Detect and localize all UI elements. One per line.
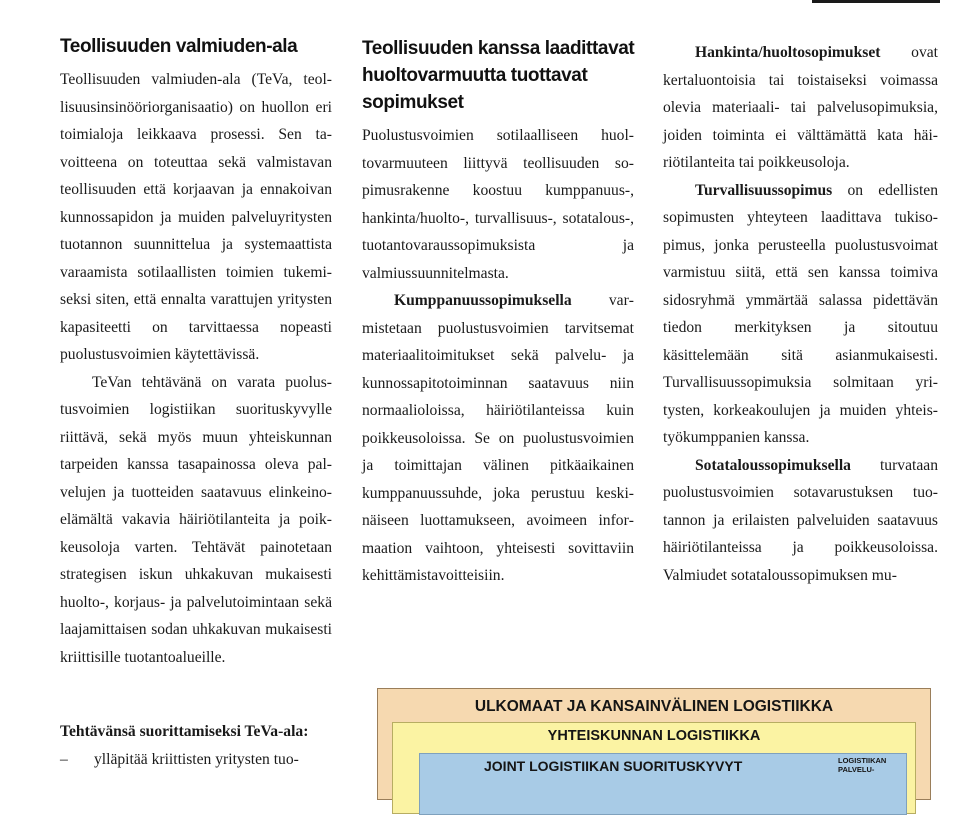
diagram-middle-box xyxy=(392,722,916,814)
heading-teollisuuden-valmiuden-ala: Teollisuuden valmiuden-ala xyxy=(60,36,298,57)
col1-paragraph-1: Teollisuuden valmiuden-ala (TeVa, teollisuusinsinööriorganisaatio) on huollon eri toimialoja leikkaava prosessi. Sen tavoitteena on toteuttaa sekä valmistavan teollisuuden että korjaavan ja ennakoivan kunnossapidon ja muiden palveluyritysten tuotannon suunnittelua ja systemaattista varaamista sotilaallisten toimien tukemiseksi siten, että ennalta varattujen yritysten kapasiteetti on tarvittaessa nopeasti puolustusvoimien käytettävissä. xyxy=(60,71,332,363)
term-hankinta-huoltosopimukset: Hankinta/huoltosopimukset xyxy=(695,44,881,61)
heading-sopimukset: Teollisuuden kanssa laadittavat huoltovarmuutta tuottavat sopimukset xyxy=(362,38,635,113)
col1-list xyxy=(60,746,340,774)
term-sotataloussopimus: Sotataloussopimuksella xyxy=(695,456,851,474)
diagram-inner-label: JOINT LOGISTIIKAN SUORITUSKYVYT xyxy=(484,758,743,774)
col2-paragraph-2 xyxy=(362,287,634,590)
col2-paragraph-2-text: varmistetaan puolustusvoimien tarvitsemat materiaalitoimitukset sekä palvelu- ja kunnossapitotoiminnan saatavuus niin normaalioloissa, häiriötilanteissa kuin poikkeusoloissa. Se on puolustusvoimien ja toimittajan välinen pitkäaikainen kumppanuussuhde, joka perustuu keskinäiseen luottamukseen, avoimeen informaation vaihtoon, yhteisesti sovittaviin kehittämistavoitteisiin. xyxy=(362,292,634,584)
col3-paragraph-3 xyxy=(663,452,938,590)
list-item-1: ylläpitää kriittisten yritysten tuo- xyxy=(94,751,299,768)
col3-paragraph-2-text: on edellisten sopimusten yhteyteen laadittava tukisopimus, jonka perusteella puolustusvoimat varmistuu siitä, että sen kanssa toimiva sidosryhmä ymmärtää salassa pidettävän tiedon merkityksen ja sitoutuu käsittelemään sitä asianmukaisesti. Turvallisuussopimuksia solmitaan yritysten, korkeakoulujen ja muiden yhteistyökumppanien kanssa. xyxy=(663,181,938,446)
col3-paragraph-2 xyxy=(663,177,938,452)
col3-paragraph-1 xyxy=(663,39,938,177)
term-kumppanuussopimus: Kumppanuussopimuksella xyxy=(394,292,572,309)
diagram-inner-side-label: LOGISTIIKAN PALVELU- xyxy=(838,756,887,774)
col3-paragraph-3-text: turvataan puolustusvoimien sotavarustuksen tuotannon ja erilaisten palveluiden saatavuus häiriötilanteissa ja poikkeusoloissa. Valmiudet sotataloussopimuksen mu- xyxy=(663,456,938,584)
col1-paragraph-2: TeVan tehtävänä on varata puolustusvoimien logistiikan suorituskyvylle riittävä, sekä myös muun yhteiskunnan tarpeiden kanssa tasapainossa oleva palvelujen ja tuotteiden saatavuus elinkeinoelämältä vakavia häiriötilanteita ja poikkeusoloja varten. Tehtävät painotetaan strategisen iskun uhkakuvan mukaisesti huolto-, korjaus- ja palvelutoimintaan sekä laajamittaisen sodan uhkakuvan mukaisesti kriittisille tuotantoalueille. xyxy=(60,373,332,666)
column-3-body xyxy=(663,39,938,589)
col1-subheading: Tehtävänsä suorittamiseksi TeVa-ala: xyxy=(60,723,309,740)
diagram-middle-label: YHTEISKUNNAN LOGISTIIKKA xyxy=(547,728,761,744)
diagram-outer-label: ULKOMAAT JA KANSAINVÄLINEN LOGISTIIKKA xyxy=(474,698,834,715)
top-rule xyxy=(812,0,940,3)
list-dash: – xyxy=(60,751,68,768)
term-turvallisuussopimus: Turvallisuussopimus xyxy=(695,181,833,199)
diagram-inner-box xyxy=(419,753,907,815)
col3-paragraph-1-text: ovat kertaluontoisia tai toistaiseksi voimassa olevia materiaali- tai palvelusopimuksia, joiden toiminta ei välttämättä kata häiriötilanteita tai poikkeusoloja. xyxy=(663,44,938,171)
column-2-body xyxy=(362,122,634,590)
col2-paragraph-1: Puolustusvoimien sotilaalliseen huoltovarmuuteen liittyvä teollisuuden sopimusrakenne koostuu kumppanuus-, hankinta/huolto-, turvallisuus-, sotatalous-, tuotantovaraussopimuksista ja valmiussuunnitelmasta. xyxy=(362,127,634,282)
logistics-diagram xyxy=(377,688,931,800)
column-1-body xyxy=(60,66,332,671)
